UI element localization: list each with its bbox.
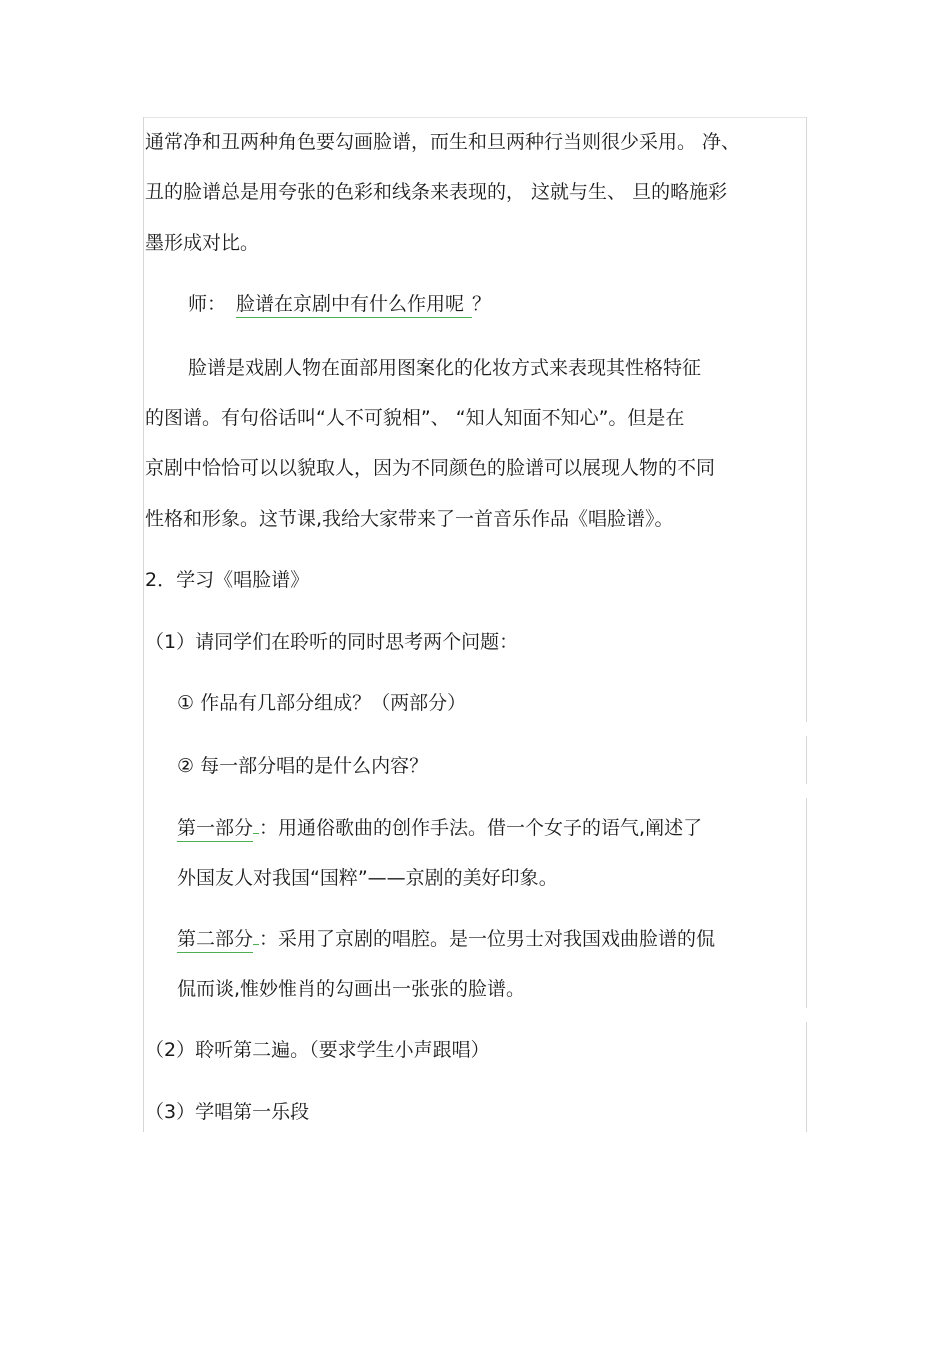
frame-top-line [143,117,807,118]
part-2-text-1: 采用了京剧的唱腔。是一位男士对我国戏曲脸谱的侃 [278,928,716,950]
part-1-label: 第一部分 [177,817,253,842]
answer-line-3: 京剧中恰恰可以以貌取人，因为不同颜色的脸谱可以展现人物的不同 [145,457,716,479]
part-2-line-2: 侃而谈,惟妙惟肖的勾画出一张张的脸谱。 [177,978,526,1000]
part-1-line-1 [177,815,702,841]
part-2-line-1 [177,926,715,952]
answer-line-1: 脸谱是戏剧人物在面部用图案化的化妆方式来表现其性格特征 [188,357,702,379]
part-2-label: 第二部分 [177,928,253,953]
teacher-question [188,291,491,318]
part-1-text-1: 用通俗歌曲的创作手法。借一个女子的语气,阐述了 [278,817,703,839]
answer-line-4: 性格和形象。这节课,我给大家带来了一首音乐作品《唱脸谱》。 [145,508,674,530]
part-1-sep: ： [259,817,279,839]
teacher-label: 师： [188,293,227,315]
frame-left-line [143,117,144,1132]
answer-line-2: 的图谱。有句俗话叫“人不可貌相”、 “知人知面不知心”。但是在 [145,407,685,429]
question-2: （2）聆听第二遍。（要求学生小声跟唱） [145,1039,490,1061]
part-2-sep: ： [259,928,279,950]
frame-right-line-b [806,736,807,784]
paragraph-line-1: 通常净和丑两种角色要勾画脸谱，而生和旦两种行当则很少采用。 净、 [145,131,741,153]
question-3: （3）学唱第一乐段 [145,1101,310,1123]
frame-right-line-a [806,117,807,722]
part-1-line-2: 外国友人对我国“国粹”——京剧的美好印象。 [177,867,558,889]
paragraph-line-2: 丑的脸谱总是用夸张的色彩和线条来表现的， 这就与生、 旦的略施彩 [145,181,728,203]
frame-right-line-c [806,798,807,1008]
paragraph-line-3: 墨形成对比。 [145,232,260,254]
question-1: （1）请同学们在聆听的同时思考两个问题： [145,631,519,653]
frame-right-line-d [806,1022,807,1132]
teacher-question-text: 脸谱在京剧中有什么作用呢 [236,293,464,318]
question-mark: ？ [472,293,492,315]
section-heading: 2．学习《唱脸谱》 [145,569,310,591]
question-1a: ① 作品有几部分组成？（两部分） [177,692,467,714]
question-1b: ② 每一部分唱的是什么内容？ [177,755,429,777]
